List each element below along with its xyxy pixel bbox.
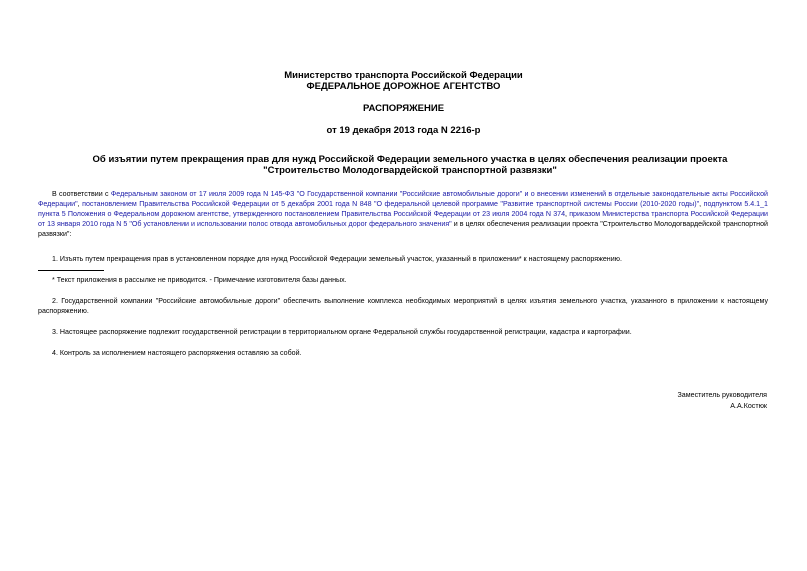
item-1 <box>38 254 768 264</box>
preamble-separator: , <box>77 200 83 208</box>
law-145-fz-link[interactable]: Федеральным законом от 17 июля 2009 года N 145-ФЗ "О Государственной компании "Российские автомобильные дороги" и о внесении изменений в отдельные законодательные акты Российской Федерации" <box>38 190 768 208</box>
item-3 <box>38 327 768 337</box>
preamble-separator: , <box>699 200 704 208</box>
preamble-tail: и в целях обеспечения реализации проекта "Строительство Молодогвардейской транспортной развязки": <box>38 220 768 238</box>
item-2-text: 2. Государственной компании "Российские автомобильные дороги" обеспечить выполнение комплекса необходимых мероприятий в целях изъятия земельного участка, указанного в приложении к настоящему распоряжению. <box>38 297 768 315</box>
preamble-separator: , <box>565 210 570 218</box>
document-type: РАСПОРЯЖЕНИЕ <box>362 103 445 114</box>
preamble-intro: В соответствии с <box>52 190 111 198</box>
item-2 <box>38 296 768 316</box>
order-5-link[interactable]: приказом Министерства транспорта Российской Федерации от 13 января 2010 года N 5 "Об установлении и использовании полос отвода автомобильных дорог федерального значения" <box>38 210 769 228</box>
item-1-text: 1. Изъять путем прекращения прав в установленном порядке для нужд Российской Федерации земельный участок, указанный в приложении* к настоящему распоряжению. <box>52 255 622 263</box>
resolution-848-link[interactable]: постановлением Правительства Российской Федерации от 5 декабря 2001 года N 848 "О федеральной целевой программе "Развитие транспортной системы России (2010-2020 годы)" <box>82 200 700 208</box>
signatory-name: А.А.Костюк <box>730 402 767 410</box>
footnote <box>38 275 768 285</box>
preamble-paragraph <box>38 189 768 239</box>
item-4-text: 4. Контроль за исполнением настоящего распоряжения оставляю за собой. <box>52 349 302 357</box>
item-3-text: 3. Настоящее распоряжение подлежит государственной регистрации в территориальном органе Федеральной службы государственной регистрации, кадастра и картографии. <box>52 328 632 336</box>
document-date-number: от 19 декабря 2013 года N 2216-р <box>326 125 481 136</box>
agency-name: ФЕДЕРАЛЬНОЕ ДОРОЖНОЕ АГЕНТСТВО <box>306 81 501 92</box>
footnote-text: * Текст приложения в рассылке не приводится. - Примечание изготовителя базы данных. <box>52 276 347 284</box>
regulation-374-link[interactable]: подпунктом 5.4.1_1 пункта 5 Положения о Федеральном дорожном агентстве, утвержденного постановлением Правительства Российской Федерации от 23 июля 2004 года N 374 <box>38 200 768 218</box>
ministry-name: Министерство транспорта Российской Федерации <box>284 70 523 81</box>
signatory-position: Заместитель руководителя <box>677 391 767 399</box>
item-4 <box>38 348 768 358</box>
document-title: Об изъятии путем прекращения прав для нужд Российской Федерации земельного участка в целях обеспечения реализации проекта "Строительство Молодогвардейской транспортной развязки" <box>92 154 728 176</box>
footnote-separator <box>38 270 104 271</box>
